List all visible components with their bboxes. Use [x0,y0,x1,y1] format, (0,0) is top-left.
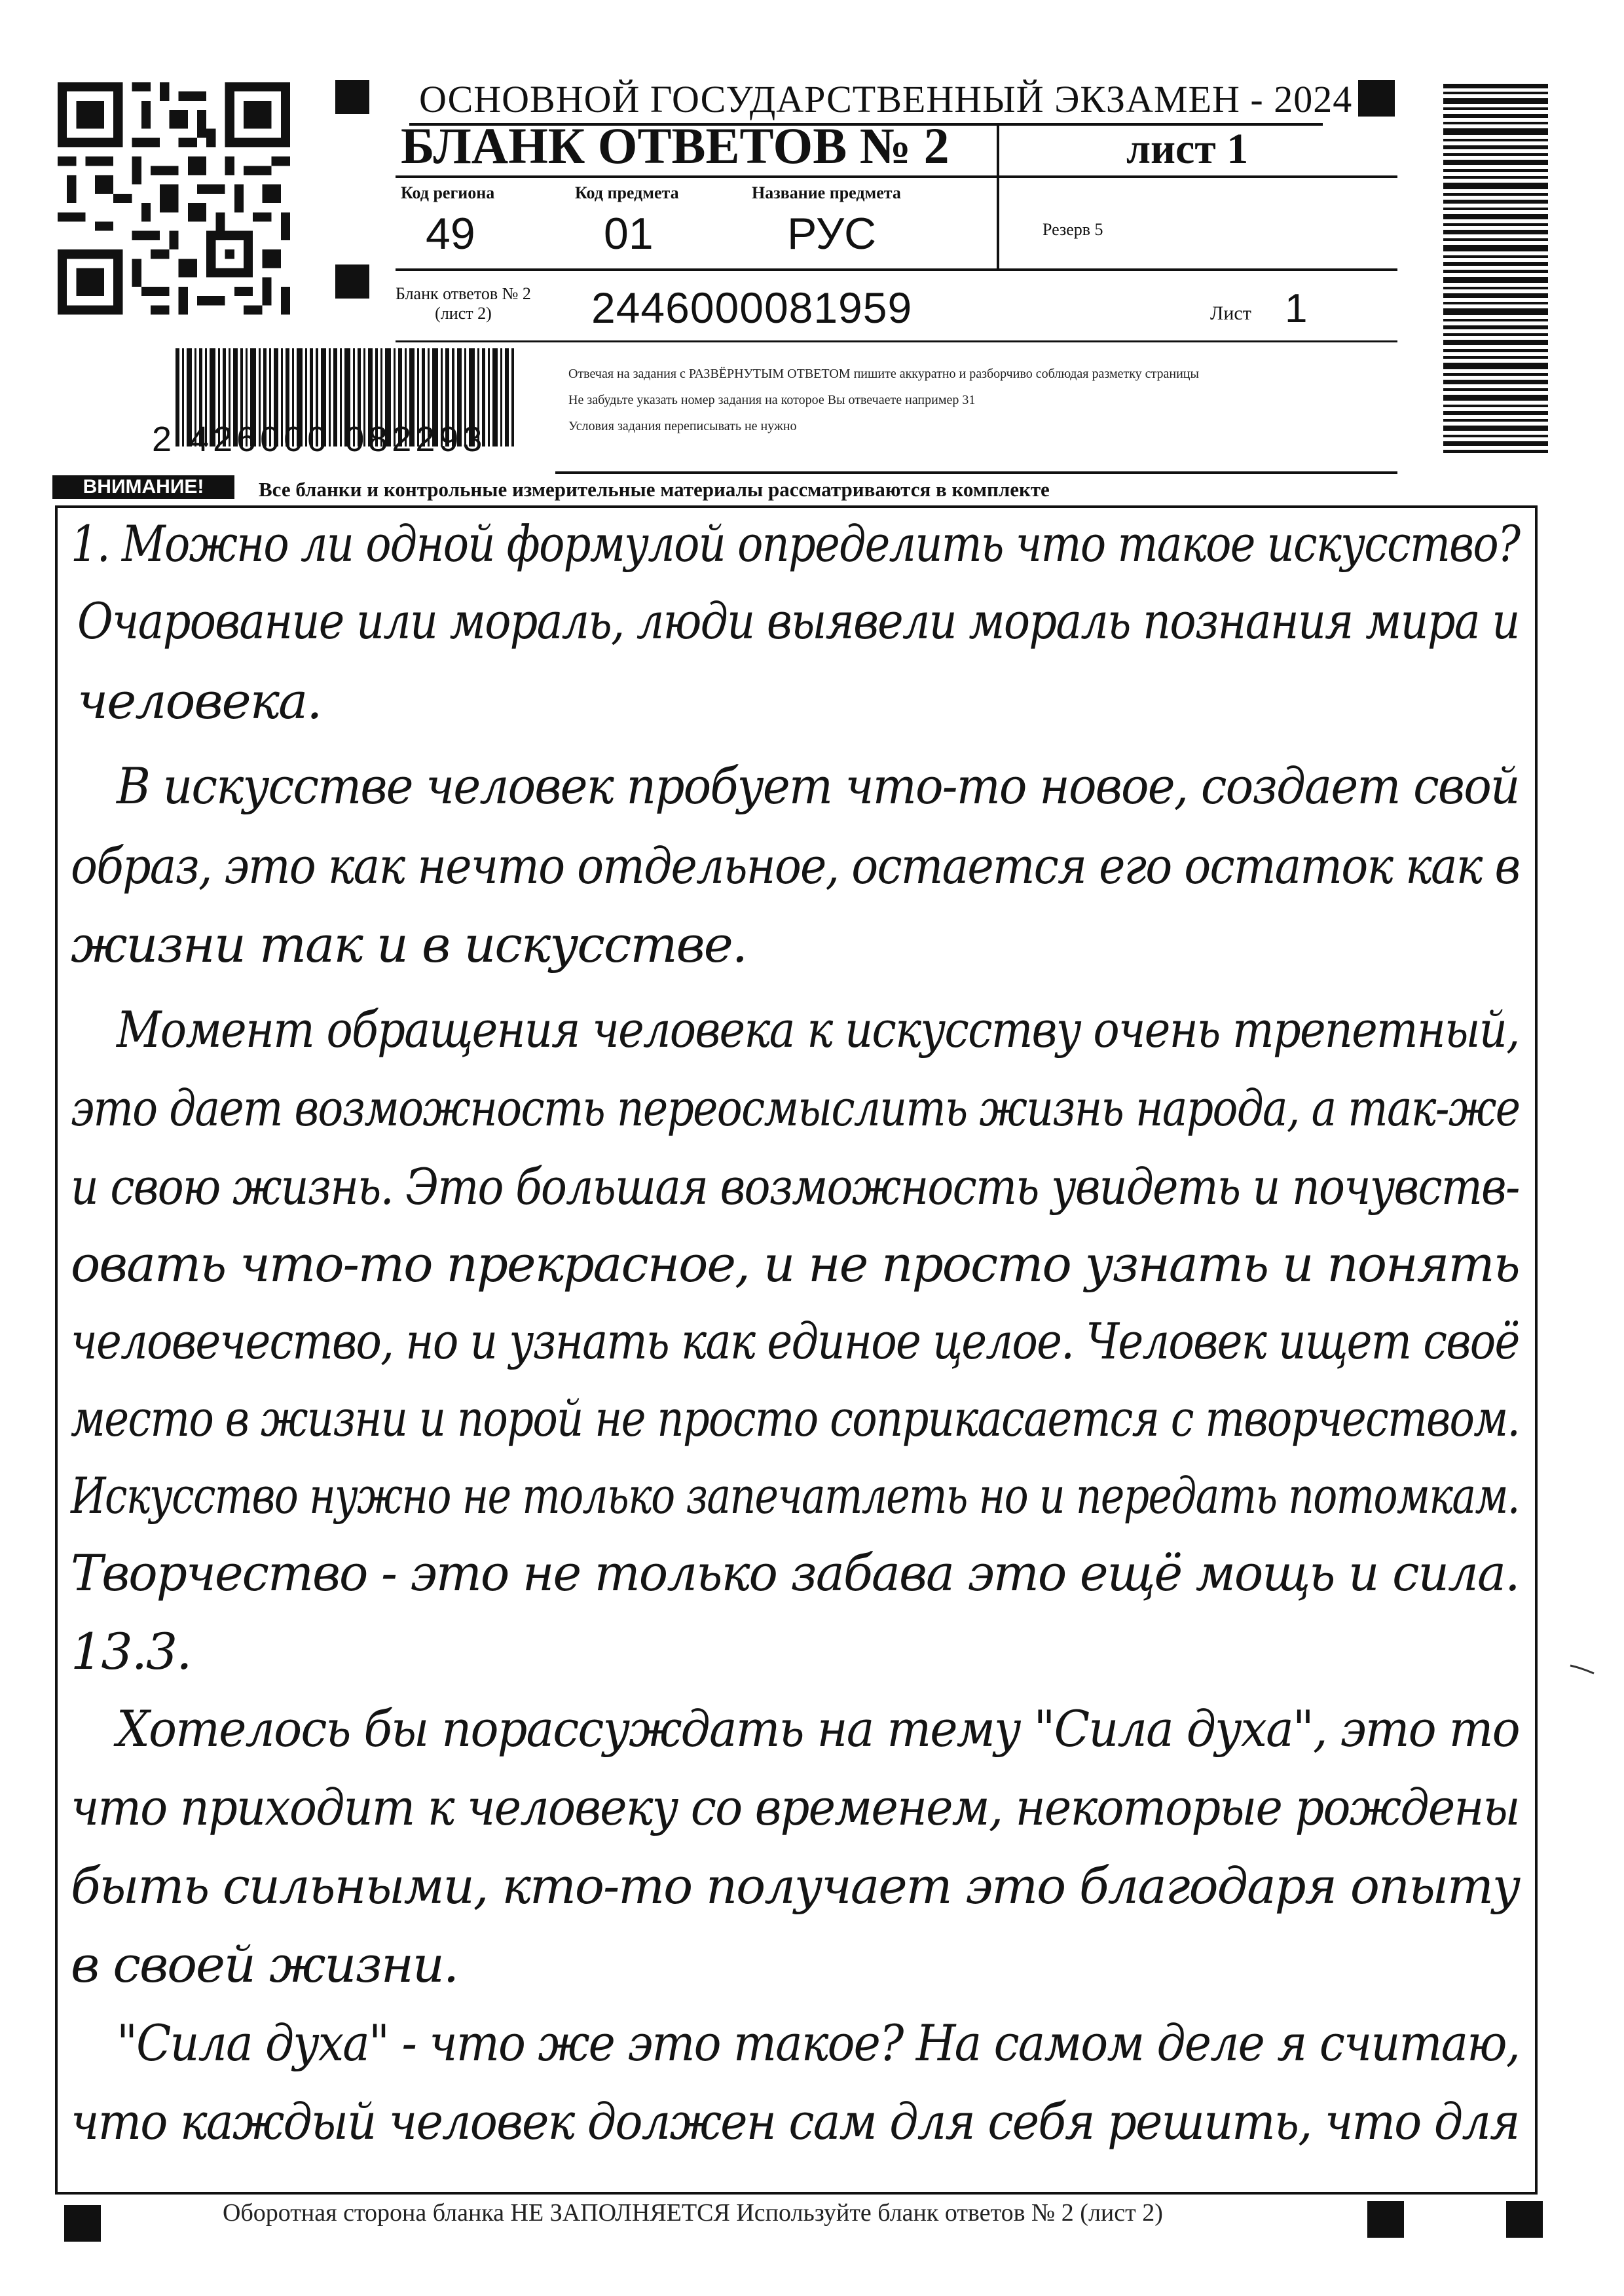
blank2-label-line2: (лист 2) [435,304,492,323]
handwritten-line: овать что-то прекрасное, и не просто узнать и понять [71,1235,1519,1293]
qr-code [58,80,290,317]
registration-mark [1367,2201,1404,2238]
handwritten-line: человечество, но и узнать как единое целое. Человек ищет своё [71,1312,1519,1370]
instruction-line: Отвечая на задания с РАЗВЁРНУТЫМ ОТВЕТОМ пишите аккуратно и разборчиво соблюдая разметку страницы [568,367,1199,381]
region-code-label: Код региона [401,183,495,202]
answer-area [55,505,1538,2195]
subject-name-value: РУС [787,209,877,259]
handwritten-line: в своей жизни. [71,1935,458,1994]
instruction-line: Не забудьте указать номер задания на которое Вы отвечаете например 31 [568,393,976,407]
handwritten-line: это дает возможность переосмыслить жизнь народа, а так-же [71,1079,1520,1137]
handwritten-line: Момент обращения человека к искусству очень трепетный, [117,1000,1519,1059]
blank2-label-line1: Бланк ответов № 2 [396,284,531,303]
attention-text: Все бланки и контрольные измерительные материалы рассматриваются в комплекте [259,478,1050,501]
list-value: 1 [1285,286,1308,331]
divider [555,471,1397,474]
handwritten-line: человека. [77,672,322,730]
exam-title: ОСНОВНОЙ ГОСУДАРСТВЕННЫЙ ЭКЗАМЕН - 2024 [419,78,1353,120]
handwritten-line: Хотелось бы порассуждать на тему "Сила духа", это то [117,1700,1519,1758]
barcode [1443,84,1548,457]
sheet-title: БЛАНК ОТВЕТОВ № 2 [401,117,950,174]
list-label: Лист [1210,302,1251,324]
reserve-label: Резерв 5 [1043,220,1103,239]
pen-mark [1569,1663,1595,1676]
subject-code-label: Код предмета [575,183,679,202]
handwritten-line: жизни так и в искусстве. [71,915,747,974]
footer-note: Оборотная сторона бланка НЕ ЗАПОЛНЯЕТСЯ Используйте бланк ответов № 2 (лист 2) [223,2199,1163,2227]
handwritten-line: Искусство нужно не только запечатлеть но и передать потомкам. [71,1467,1519,1525]
divider [396,175,1397,178]
handwritten-line: В искусстве человек пробует что-то новое, создает свой [117,757,1519,815]
attention-badge: ВНИМАНИЕ! [52,475,234,499]
registration-mark [335,80,369,114]
handwritten-line: место в жизни и порой не просто соприкасается с творчеством. [71,1389,1520,1448]
blank2-number: 2446000081959 [591,283,913,332]
sheet-number: лист 1 [1126,125,1249,173]
blank2-label [396,284,531,323]
registration-mark [1358,80,1395,117]
handwritten-line: что каждый человек должен сам для себя решить, что для [71,2092,1519,2151]
handwritten-line: 1. Можно ли одной формулой определить что такое искусство? [71,515,1520,573]
divider [997,123,999,270]
handwritten-line: "Сила духа" - что же это такое? На самом деле я считаю, [117,2014,1520,2072]
subject-code-value: 01 [604,209,654,259]
instruction-line: Условия задания переписывать не нужно [568,419,797,433]
registration-mark [1506,2201,1543,2238]
region-code-value: 49 [426,209,475,259]
barcode-digits: 2 426000 082293 [152,420,487,459]
handwritten-line: 13.3. [71,1622,191,1681]
handwritten-line: что приходит к человеку со временем, некоторые рождены [71,1778,1519,1836]
handwritten-line: и свою жизнь. Это большая возможность увидеть и почувств- [71,1157,1519,1216]
handwritten-line: Очарование или мораль, люди выявели мораль познания мира и [77,592,1519,650]
handwritten-line: быть сильными, кто-то получает это благодаря опыту [71,1857,1520,1915]
registration-mark [335,264,369,299]
registration-mark [64,2205,101,2242]
subject-name-label: Название предмета [752,183,901,202]
handwritten-line: Творчество - это не только забава это ещё мощь и сила. [71,1544,1519,1602]
handwritten-line: образ, это как нечто отдельное, остается его остаток как в [71,837,1520,895]
divider [396,340,1397,342]
divider [396,268,1397,271]
